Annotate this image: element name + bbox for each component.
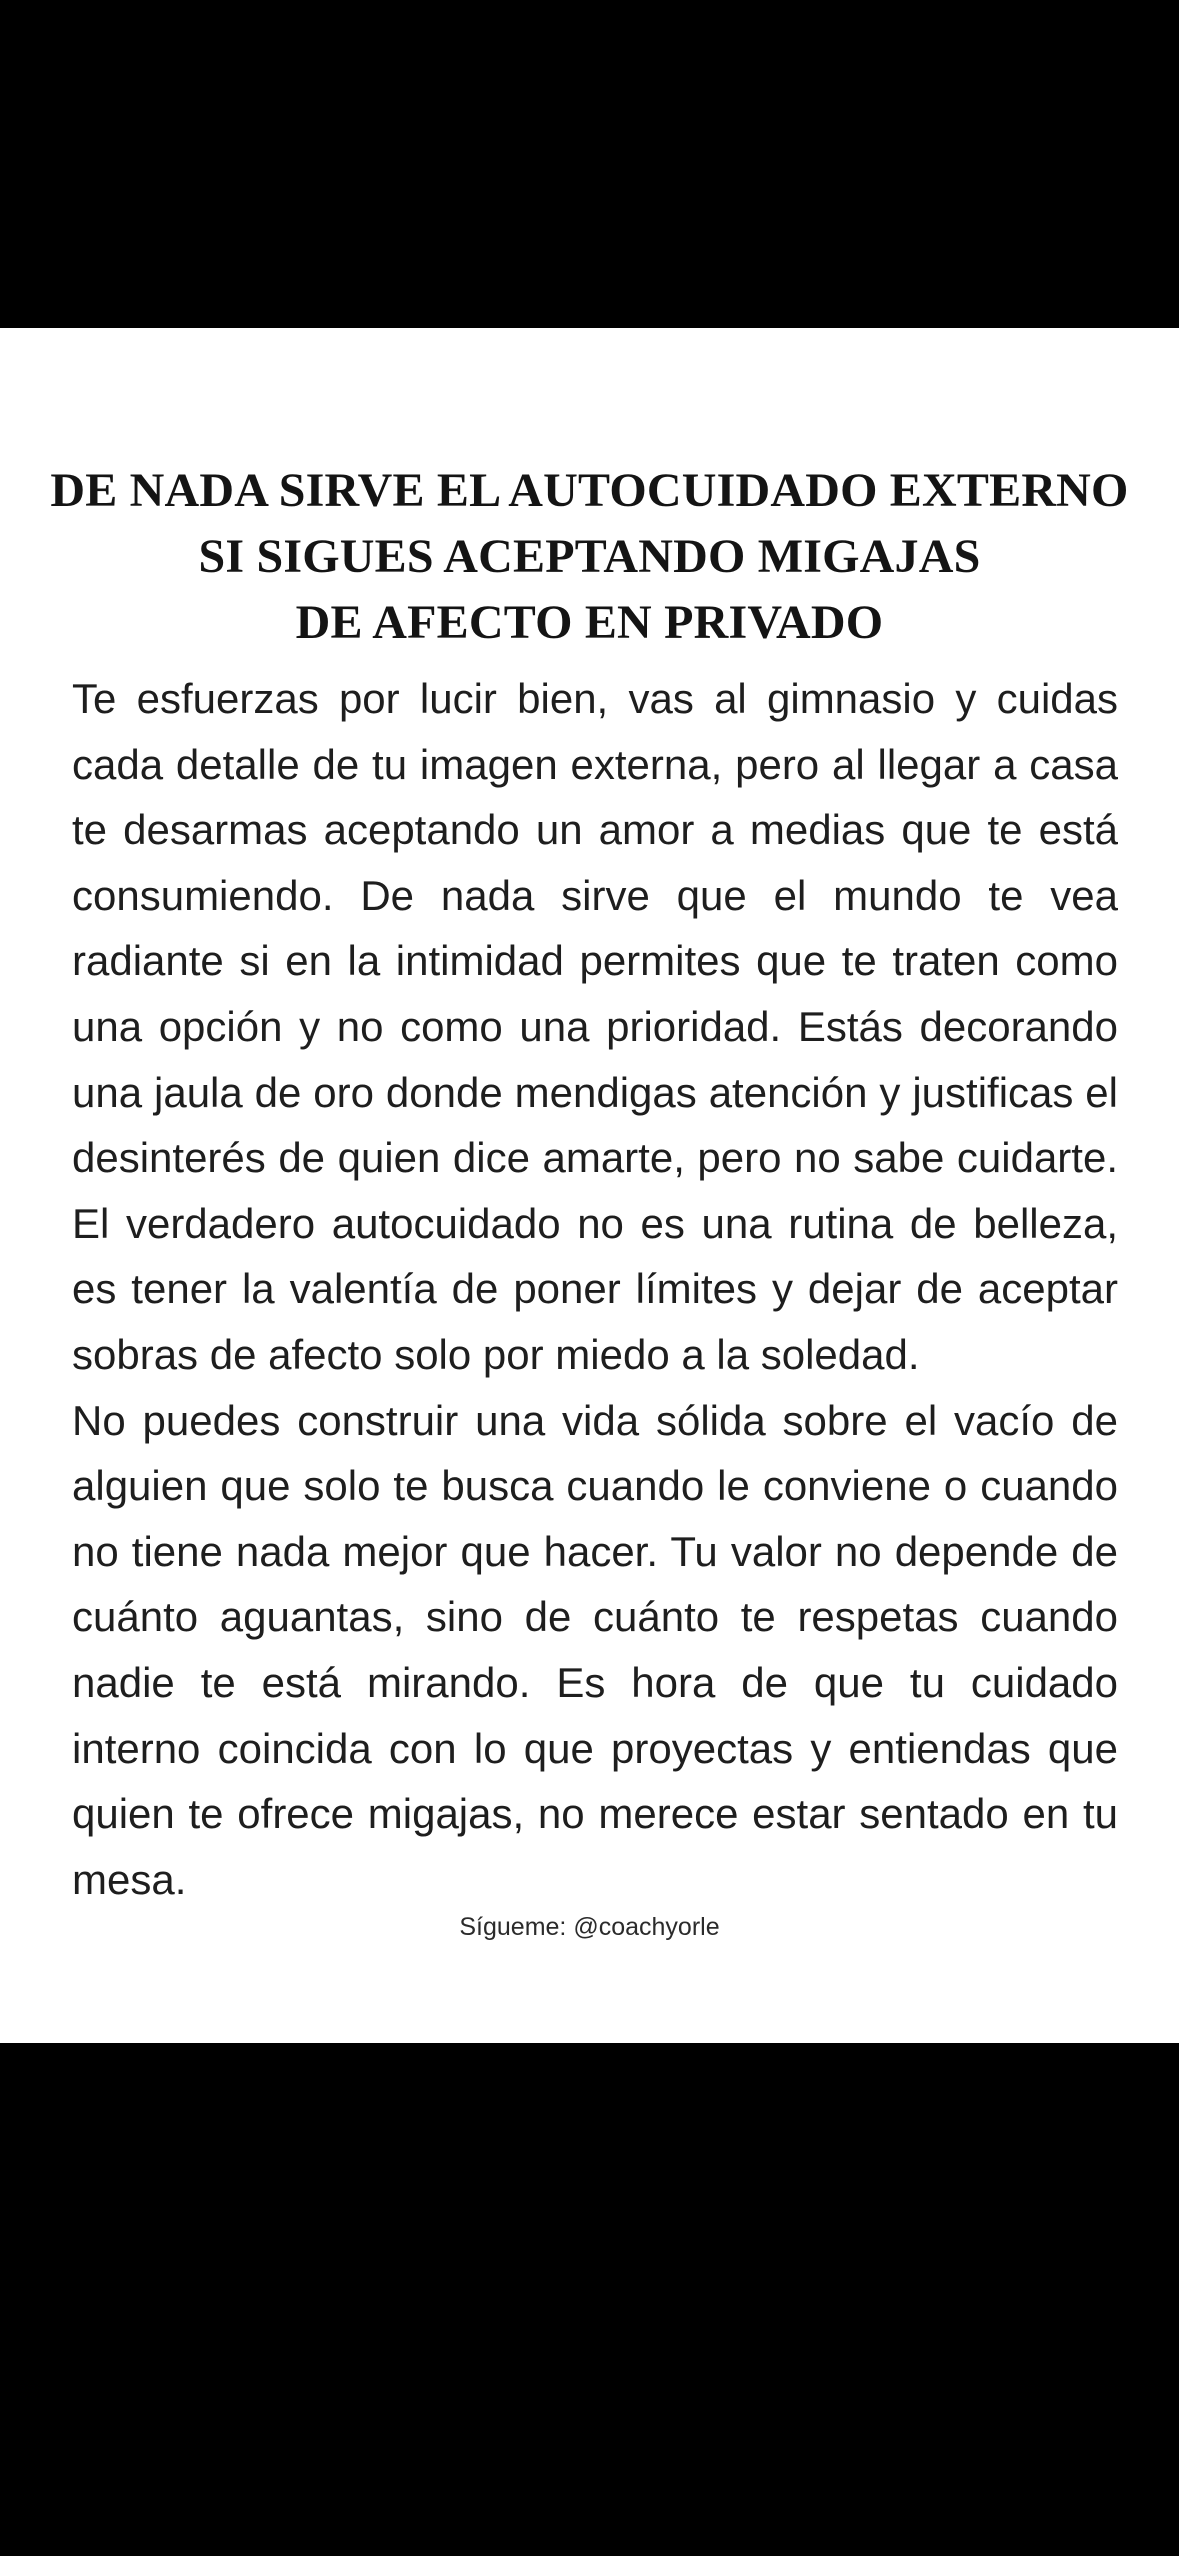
signature-text: Sígueme: @coachyorle	[459, 1913, 720, 1941]
post-image	[0, 328, 1179, 2043]
body-paragraph: No puedes construir una vida sólida sobre el vacío de alguien que solo te busca cuando le conviene o cuando no tiene nada mejor que hacer. Tu valor no depende de cuánto aguantas, sino de cuánto te respetas cuando nadie te está mirando. Es hora de que tu cuidado interno coincida con lo que proyectas y entiendas que quien te ofrece migajas, no merece estar sentado en tu mesa.	[72, 1396, 1118, 1903]
post-body	[72, 666, 1118, 1912]
body-paragraph: Te esfuerzas por lucir bien, vas al gimnasio y cuidas cada detalle de tu imagen externa, pero al llegar a casa te desarmas aceptando un amor a medias que te está consumiendo. De nada sirve que el mundo te vea radiante si en la intimidad permites que te traten como una opción y no como una prioridad. Estás decorando una jaula de oro donde mendigas atención y justificas el desinterés de quien dice amarte, pero no sabe cuidarte. El verdadero autocuidado no es una rutina de belleza, es tener la valentía de poner límites y dejar de aceptar sobras de afecto solo por miedo a la soledad.	[72, 675, 1118, 1378]
title-line: DE NADA SIRVE EL AUTOCUIDADO EXTERNO	[50, 464, 1129, 517]
post-title	[0, 458, 1179, 656]
title-line: DE AFECTO EN PRIVADO	[295, 596, 884, 649]
title-line: SI SIGUES ACEPTANDO MIGAJAS	[198, 530, 981, 583]
